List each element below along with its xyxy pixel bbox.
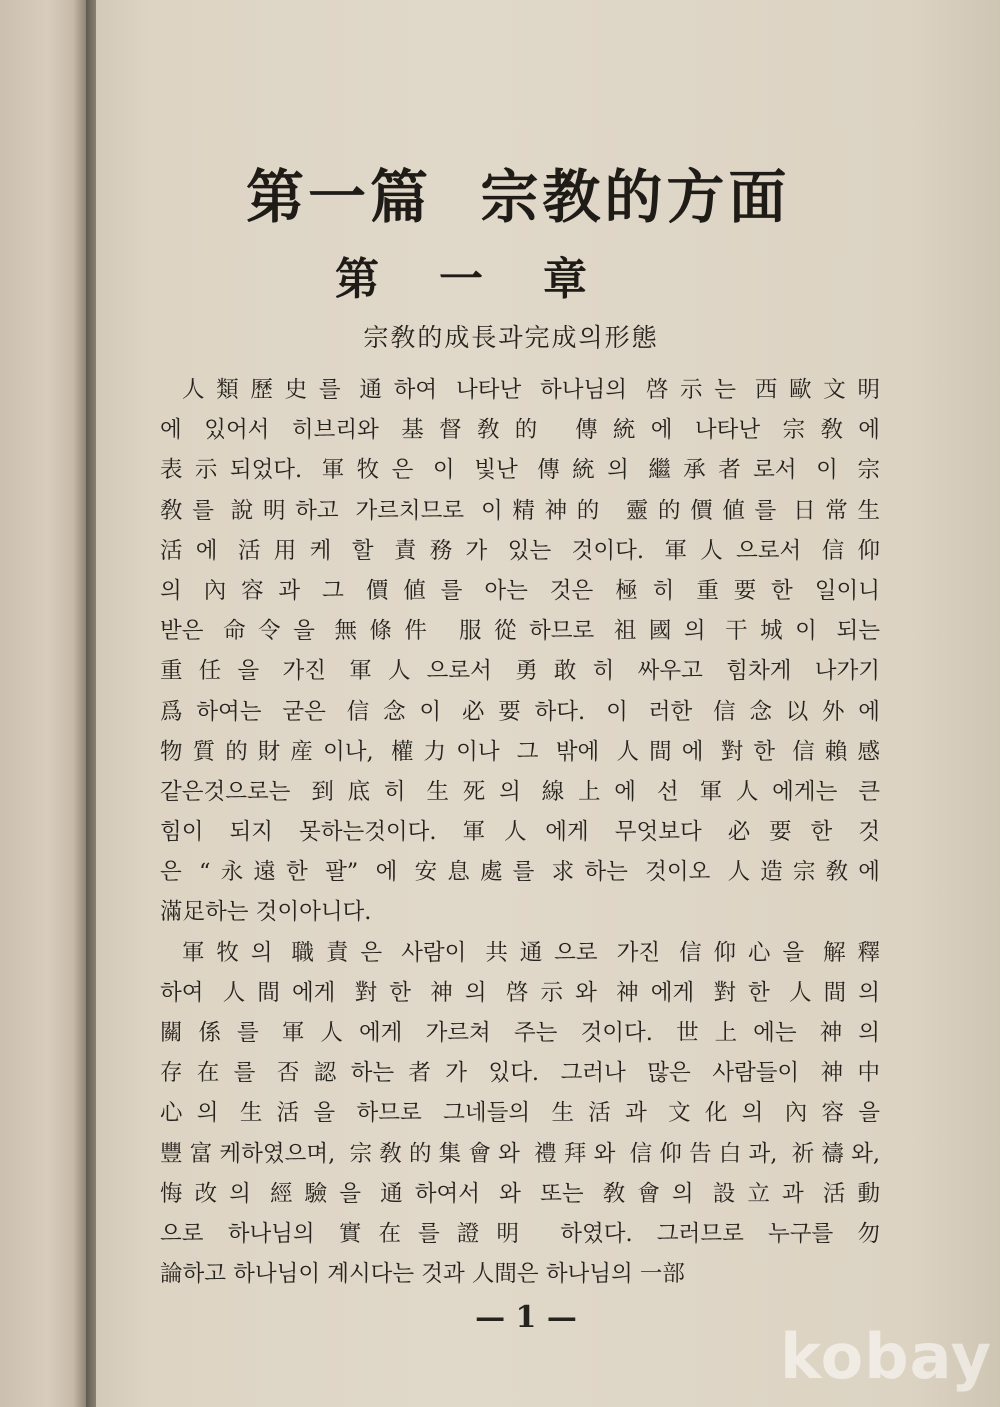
text-line: 에 있어서 히브리와 基督敎的 傳統에 나타난 宗敎에: [160, 417, 880, 444]
body-text: [160, 370, 880, 1294]
section-title: 宗敎的成長과完成의形態: [363, 323, 659, 352]
text-line: 軍牧의 職責은 사람이 共通으로 가진 信仰心을 解釋: [182, 939, 880, 966]
text-line: 論하고 하나님이 계시다는 것과 人間은 하나님의 一部: [160, 1261, 685, 1288]
text-line: 表示되었다. 軍牧은 이 빛난 傳統의 繼承者로서 이 宗: [160, 457, 880, 484]
text-line: 關係를 軍人에게 가르쳐 주는 것이다. 世上에는 神의: [160, 1020, 880, 1046]
chapter-title: 第一章: [335, 254, 647, 305]
text-line: 의 內容과 그 價値를 아는 것은 極히 重要한 일이니: [160, 577, 880, 604]
paragraph-1: [160, 370, 880, 933]
text-line: 같은것으로는 到底히 生死의 線上에 선 軍人에게는 큰: [160, 778, 880, 805]
text-line: 存在를 否認하는者가 있다. 그러나 많은 사람들이 神中: [160, 1060, 880, 1087]
text-line: 重任을 가진 軍人으로서 勇敢히 싸우고 힘차게 나가기: [160, 658, 880, 685]
text-line: 敎를 說明하고 가르치므로 이精神的 靈的價値를 日常生: [160, 497, 880, 524]
text-line: 人類歷史를 通하여 나타난 하나님의 啓示는 西歐文明: [182, 377, 880, 403]
text-line: 活에 活用케 할 責務가 있는 것이다. 軍人으로서 信仰: [160, 537, 880, 564]
text-line: 은 “永遠한 팔” 에 安息處를 求하는 것이오 人造宗敎에: [160, 859, 880, 886]
text-line: 힘이 되지 못하는것이다. 軍人에게 무엇보다 必要한 것: [160, 819, 880, 846]
book-page: [96, 0, 1000, 1407]
watermark-logo: kobay: [780, 1320, 992, 1393]
part-title: 第一篇 宗教的方面: [246, 163, 791, 231]
page-number: — 1 —: [475, 1300, 577, 1335]
paragraph-2: [160, 933, 880, 1295]
text-line: 物質的財産이나, 權力이나 그 밖에 人間에 對한 信賴感: [160, 738, 880, 765]
facing-page-edge: [0, 0, 86, 1407]
text-line: 하여 人間에게 對한 神의 啓示와 神에게 對한 人間의: [160, 979, 880, 1006]
text-line: 心의 生活을 하므로 그네들의 生活과 文化의 內容을: [160, 1100, 880, 1127]
text-line: 받은 命令을 無條件 服從하므로 祖國의 干城이 되는: [160, 618, 880, 645]
text-line: 悔改의 經驗을 通하여서 와 또는 敎會의 設立과 活動: [160, 1180, 880, 1207]
text-line: 爲하여는 굳은 信念이 必要하다. 이 러한 信念以外에: [160, 698, 880, 725]
text-line: 豐富케하였으며, 宗敎的集會와 禮拜와 信仰告白과, 祈禱와,: [160, 1140, 880, 1167]
text-line: 滿足하는 것이아니다.: [160, 899, 372, 926]
text-line: 으로 하나님의 實在를證明 하였다. 그러므로 누구를 勿: [160, 1220, 880, 1247]
